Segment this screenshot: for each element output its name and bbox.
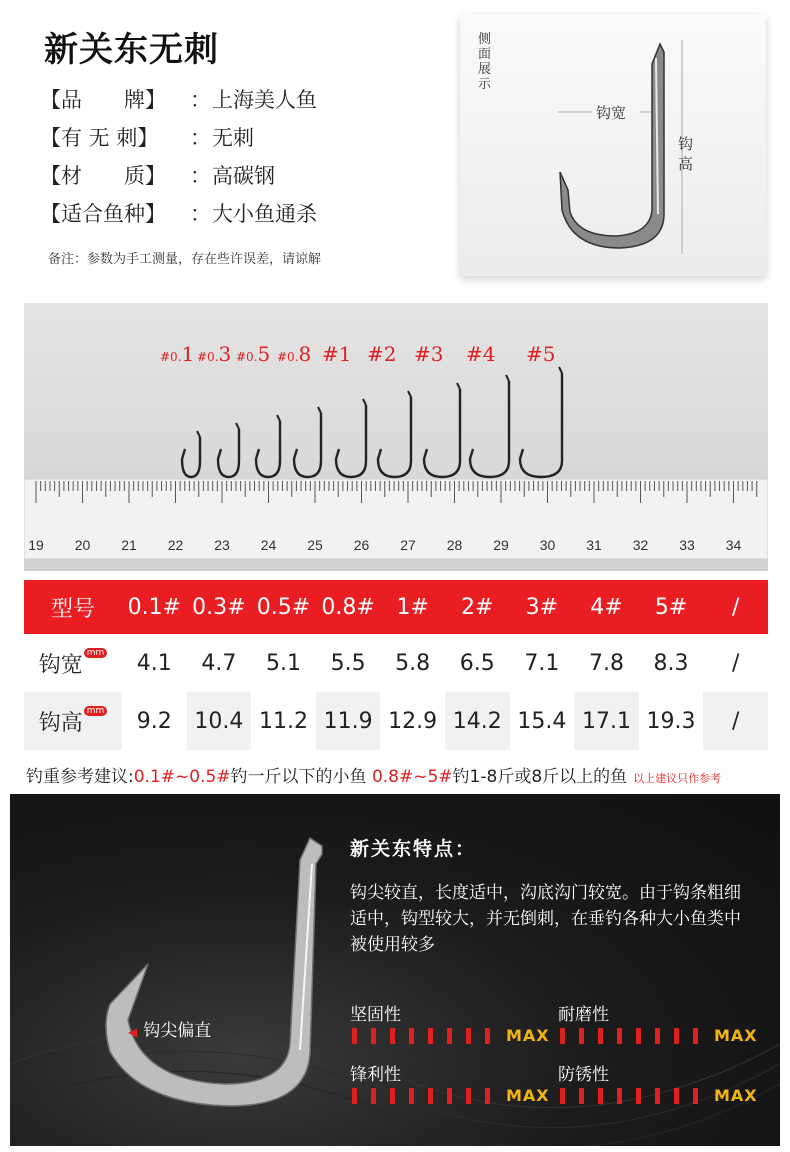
ruler-number: 20 bbox=[74, 537, 91, 553]
size-tag: #0.3 bbox=[197, 342, 232, 366]
hook-eye bbox=[559, 367, 562, 373]
size-tag: #0.8 bbox=[277, 342, 312, 366]
hook-row bbox=[182, 367, 562, 477]
metric-bar bbox=[390, 1028, 395, 1044]
ruler-number: 23 bbox=[214, 537, 230, 553]
table-cell: 7.8 bbox=[574, 634, 639, 692]
max-label: MAX bbox=[714, 1086, 758, 1105]
metric-bar bbox=[636, 1088, 641, 1104]
metric-label: 坚固性 bbox=[350, 1005, 401, 1025]
metric-bar bbox=[598, 1028, 603, 1044]
hook-mark bbox=[378, 397, 411, 477]
ruler-number: 24 bbox=[260, 537, 277, 553]
hook-width-label: 钩宽 bbox=[596, 104, 627, 122]
weight-advice: 钓重参考建议:0.1#~0.5#钓一斤以下的小鱼 0.8#~5#钓1-8斤或8斤以上的鱼 以上建议只作参考 bbox=[26, 767, 722, 787]
metric-bar bbox=[352, 1028, 357, 1044]
table-header-cell: 1# bbox=[380, 580, 445, 634]
spec-material bbox=[40, 160, 275, 190]
side-view-label: 侧面展示 bbox=[478, 32, 492, 92]
tip-label: ◀ 钩尖偏直 bbox=[128, 1021, 212, 1041]
table-cell: 4.1 bbox=[122, 634, 187, 692]
metric-label: 防锈性 bbox=[558, 1065, 609, 1085]
metric-bar bbox=[428, 1028, 433, 1044]
table-cell: 4.7 bbox=[187, 634, 252, 692]
metric-bar bbox=[598, 1088, 603, 1104]
ruler-number: 31 bbox=[586, 537, 602, 553]
table-cell: 5.8 bbox=[380, 634, 445, 692]
table-cell: 15.4 bbox=[510, 692, 575, 750]
ruler-number: 33 bbox=[679, 537, 695, 553]
table-cell: 6.5 bbox=[445, 634, 510, 692]
row-label-height: 钩高 mm bbox=[24, 692, 122, 750]
hook-eye bbox=[457, 383, 460, 389]
spec-value: 大小鱼通杀 bbox=[212, 202, 317, 226]
metric-bars bbox=[560, 1026, 758, 1045]
metric-bar bbox=[674, 1088, 679, 1104]
hook-eye bbox=[277, 415, 280, 421]
features-panel bbox=[10, 794, 780, 1146]
spec-key: 【品 牌】 bbox=[40, 88, 166, 112]
metric-bars bbox=[560, 1086, 758, 1105]
spec-value: 上海美人鱼 bbox=[212, 88, 317, 112]
hook-mark bbox=[294, 413, 321, 477]
side-view-panel bbox=[460, 14, 766, 276]
spec-sep: ： bbox=[190, 126, 211, 150]
hook-height-label: 钩高 bbox=[678, 135, 694, 173]
metric-bar bbox=[560, 1028, 565, 1044]
size-table bbox=[24, 580, 768, 750]
ruler-number: 26 bbox=[353, 537, 370, 553]
table-cell: 5.5 bbox=[316, 634, 381, 692]
metric-bar bbox=[409, 1088, 414, 1104]
metric-bar bbox=[674, 1028, 679, 1044]
table-cell: 10.4 bbox=[187, 692, 252, 750]
spec-key: 【适合鱼种】 bbox=[40, 202, 166, 226]
table-header-cell: 0.5# bbox=[251, 580, 316, 634]
metric-bar bbox=[560, 1088, 565, 1104]
hook-eye bbox=[408, 391, 411, 397]
metric-bars bbox=[352, 1086, 550, 1105]
table-cell: 19.3 bbox=[639, 692, 704, 750]
pointer-icon: ◀ bbox=[128, 1025, 138, 1039]
metric-bar bbox=[579, 1028, 584, 1044]
metric-bar bbox=[655, 1088, 660, 1104]
spec-sep: ： bbox=[190, 202, 211, 226]
ruler-number: 27 bbox=[400, 537, 416, 553]
spec-value: 无刺 bbox=[212, 126, 254, 150]
max-label: MAX bbox=[714, 1026, 758, 1045]
hook-mark bbox=[470, 381, 509, 477]
metric-bar bbox=[352, 1088, 357, 1104]
features-description: 钩尖较直，长度适中，沟底沟门较宽。由于钩条粗细适中，钩型较大，并无倒刺，在垂钓各种大小鱼类中被使用较多 bbox=[350, 883, 741, 955]
ruler-number: 32 bbox=[632, 537, 649, 553]
ruler-number: 25 bbox=[307, 537, 323, 553]
metric-bar bbox=[655, 1028, 660, 1044]
table-cell: 8.3 bbox=[639, 634, 704, 692]
table-header-cell: 0.3# bbox=[187, 580, 252, 634]
spec-barb bbox=[40, 122, 254, 152]
size-tag: #2 bbox=[367, 342, 397, 366]
ruler-number: 34 bbox=[725, 537, 742, 553]
spec-key: 【有 无 刺】 bbox=[40, 126, 159, 150]
metric-bar bbox=[390, 1088, 395, 1104]
spec-value: 高碳钢 bbox=[212, 164, 275, 188]
metric-bar bbox=[617, 1028, 622, 1044]
metric-bar bbox=[409, 1028, 414, 1044]
ruler-number: 19 bbox=[28, 537, 44, 553]
hook-mark bbox=[256, 421, 280, 477]
table-cell: / bbox=[703, 634, 768, 692]
metric-bar bbox=[371, 1028, 376, 1044]
metric-bars bbox=[352, 1026, 550, 1045]
ruler-number: 29 bbox=[493, 537, 509, 553]
hook-mark bbox=[424, 389, 460, 477]
table-header-cell: 4# bbox=[574, 580, 639, 634]
metric-bar bbox=[447, 1028, 452, 1044]
hook-eye bbox=[363, 399, 366, 405]
table-cell: 14.2 bbox=[445, 692, 510, 750]
table-cell: 5.1 bbox=[251, 634, 316, 692]
table-cell: 12.9 bbox=[380, 692, 445, 750]
table-cell: 11.9 bbox=[316, 692, 381, 750]
hook-eye bbox=[197, 431, 200, 437]
side-view-hook-icon bbox=[460, 14, 766, 276]
table-cell: 7.1 bbox=[510, 634, 575, 692]
table-row bbox=[24, 634, 768, 692]
metric-bar bbox=[371, 1088, 376, 1104]
size-tag: #4 bbox=[466, 342, 496, 366]
max-label: MAX bbox=[506, 1026, 550, 1045]
hook-eye bbox=[318, 407, 321, 413]
spec-sep: ： bbox=[190, 88, 211, 112]
spec-fish bbox=[40, 198, 317, 228]
table-header-row bbox=[24, 580, 768, 634]
metric-bar bbox=[693, 1088, 698, 1104]
table-header-cell: 5# bbox=[639, 580, 704, 634]
table-header-cell: 3# bbox=[510, 580, 575, 634]
table-cell: 17.1 bbox=[574, 692, 639, 750]
size-tag: #1 bbox=[322, 342, 352, 366]
table-cell: 11.2 bbox=[251, 692, 316, 750]
hook-mark bbox=[336, 405, 366, 477]
spec-brand bbox=[40, 84, 317, 114]
ruler-number: 28 bbox=[446, 537, 463, 553]
size-tag: #5 bbox=[526, 342, 556, 366]
ruler-number: 30 bbox=[539, 537, 556, 553]
features-title: 新关东特点： bbox=[350, 838, 477, 860]
metric-bar bbox=[636, 1028, 641, 1044]
metric-bar bbox=[617, 1088, 622, 1104]
hook-mark bbox=[520, 373, 562, 477]
table-header-cell: 0.1# bbox=[122, 580, 187, 634]
hook-mark bbox=[182, 437, 200, 477]
metric-bar bbox=[693, 1028, 698, 1044]
table-header-cell: / bbox=[703, 580, 768, 634]
table-header-cell: 0.8# bbox=[316, 580, 381, 634]
row-label-width: 钩宽 mm bbox=[24, 634, 122, 692]
metric-bar bbox=[579, 1088, 584, 1104]
spec-key: 【材 质】 bbox=[40, 164, 166, 188]
metric-bar bbox=[485, 1088, 490, 1104]
hook-eye bbox=[506, 375, 509, 381]
metric-bar bbox=[466, 1028, 471, 1044]
size-tag: #3 bbox=[414, 342, 444, 366]
metric-bar bbox=[466, 1088, 471, 1104]
table-row bbox=[24, 692, 768, 750]
table-header-cell: 2# bbox=[445, 580, 510, 634]
max-label: MAX bbox=[506, 1086, 550, 1105]
metric-bar bbox=[447, 1088, 452, 1104]
product-title: 新关东无刺 bbox=[44, 30, 219, 70]
ruler-number: 22 bbox=[167, 537, 184, 553]
size-tag: #0.1 bbox=[160, 342, 195, 366]
spec-sep: ： bbox=[190, 164, 211, 188]
hook-eye bbox=[236, 423, 239, 429]
table-cell: / bbox=[703, 692, 768, 750]
size-tag: #0.5 bbox=[236, 342, 271, 366]
table-header-cell: 型号 bbox=[24, 580, 122, 634]
metric-bar bbox=[428, 1088, 433, 1104]
ruler-number: 21 bbox=[121, 537, 137, 553]
metric-bar bbox=[485, 1028, 490, 1044]
metric-label: 锋利性 bbox=[350, 1065, 401, 1085]
table-cell: 9.2 bbox=[122, 692, 187, 750]
hook-mark bbox=[218, 429, 239, 477]
metric-label: 耐磨性 bbox=[558, 1005, 609, 1025]
measurement-note: 备注：参数为手工测量，存在些许误差，请谅解 bbox=[48, 252, 322, 267]
